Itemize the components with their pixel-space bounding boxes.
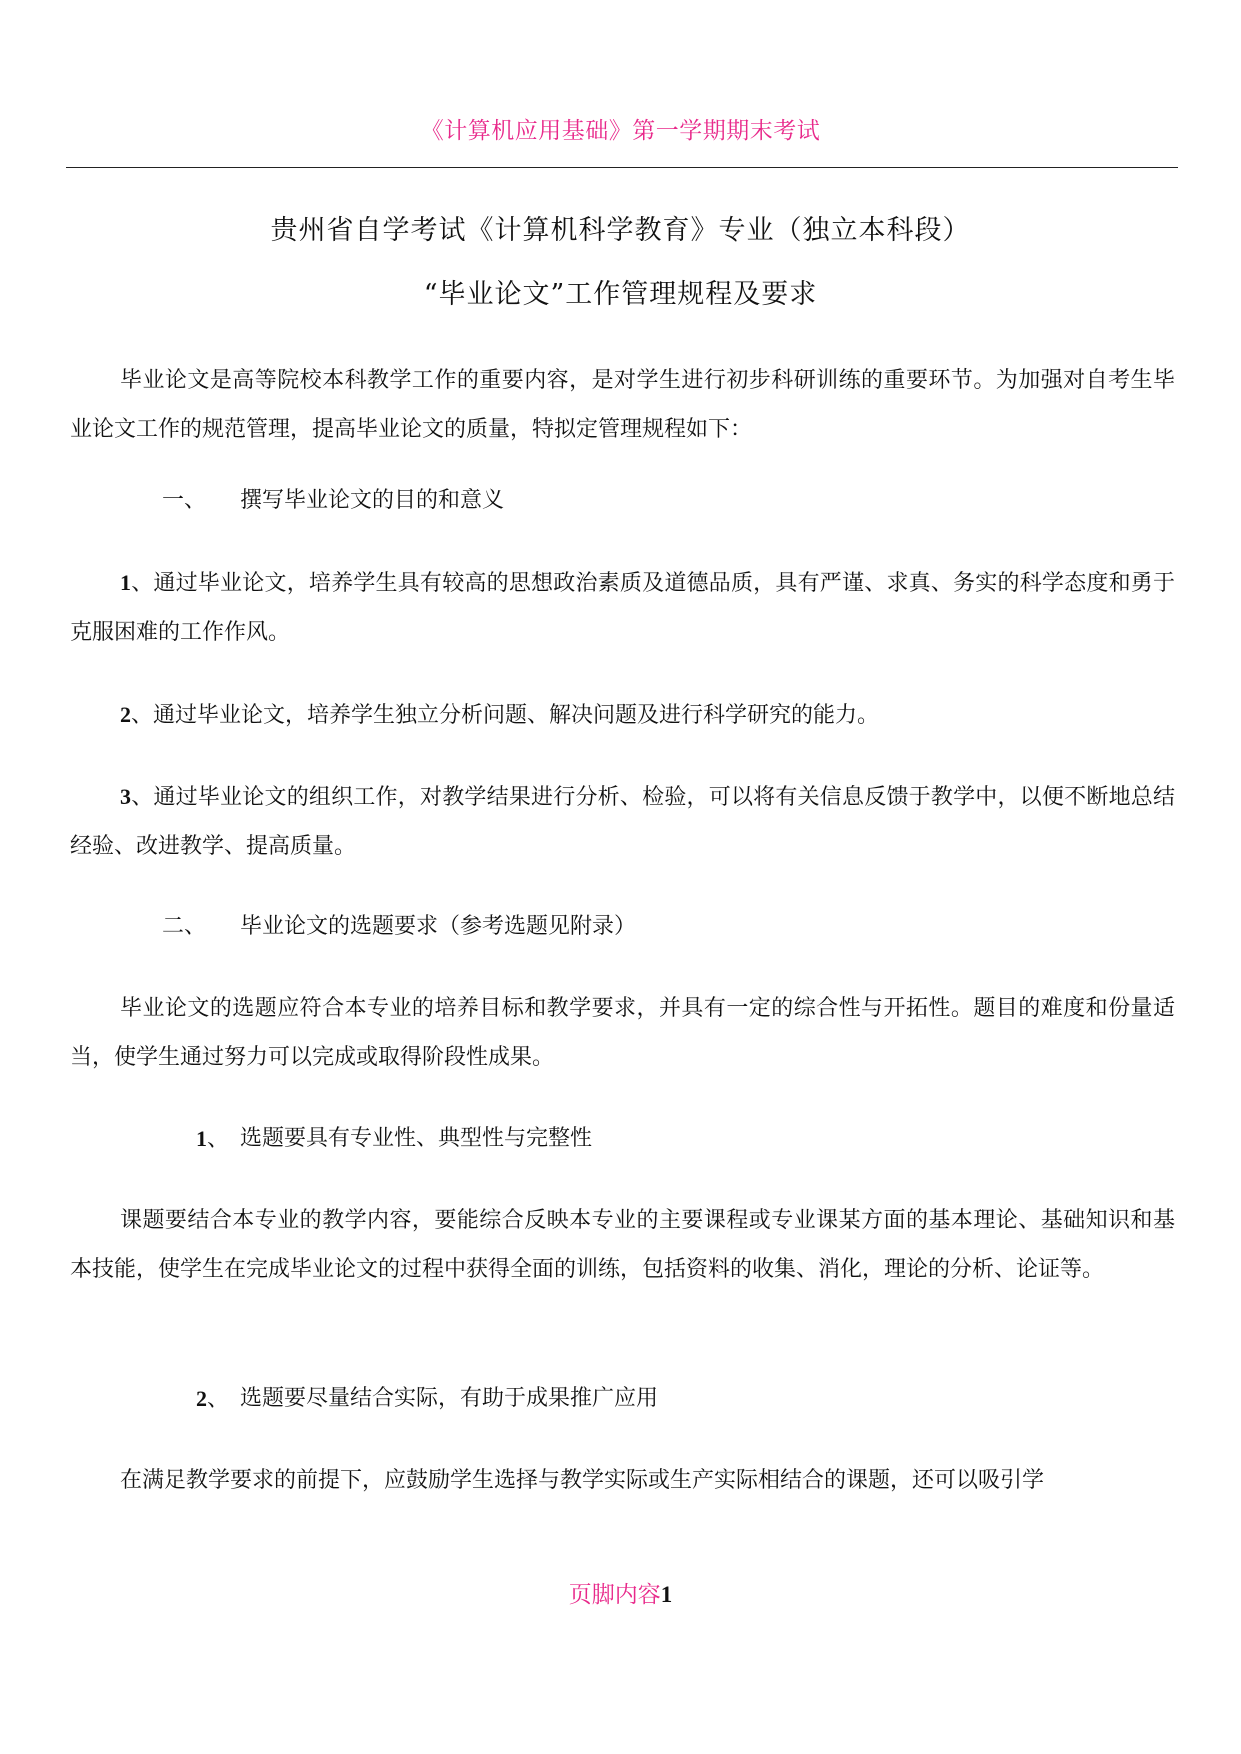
subsection-1-heading: 选题要具有专业性、典型性与完整性: [240, 1126, 593, 1151]
subsection-1-paragraph: 课题要结合本专业的教学内容，要能综合反映本专业的主要课程或专业课某方面的基本理论、基础知识和基本技能，使学生在完成毕业论文的过程中获得全面的训练，包括资料的收集、消化，理论的分析、论证等。: [70, 1208, 1175, 1282]
section-2-intro: 毕业论文的选题应符合本专业的培养目标和教学要求，并具有一定的综合性与开拓性。题目的难度和份量适当，使学生通过努力可以完成或取得阶段性成果。: [70, 996, 1175, 1070]
item-number: 2: [120, 702, 131, 727]
document-title-line-1: 贵州省自学考试《计算机科学教育》专业（独立本科段）: [270, 215, 971, 246]
intro-paragraph: 毕业论文是高等院校本科教学工作的重要内容，是对学生进行初步科研训练的重要环节。为加强对自考生毕业论文工作的规范管理，提高毕业论文的质量，特拟定管理规程如下：: [70, 368, 1175, 442]
subsection-2-paragraph: 在满足教学要求的前提下，应鼓励学生选择与教学实际或生产实际相结合的课题，还可以吸引学: [120, 1468, 1045, 1493]
page-header-title: 《计算机应用基础》第一学期期末考试: [420, 118, 821, 144]
section-2-marker: 二、: [162, 914, 207, 939]
subsection-2-heading: 选题要尽量结合实际，有助于成果推广应用: [240, 1386, 659, 1411]
page-number: 1: [660, 1582, 673, 1607]
document-title-line-2: “毕业论文”工作管理规程及要求: [423, 279, 818, 310]
item-text: 、通过毕业论文，培养学生独立分析问题、解决问题及进行科学研究的能力。: [131, 703, 880, 728]
subsection-2-marker: [196, 1384, 229, 1415]
subsection-number: 1: [196, 1126, 207, 1151]
subsection-separator: 、: [207, 1387, 230, 1412]
subsection-number: 2: [196, 1386, 207, 1411]
item-number: 3: [120, 784, 131, 809]
section-2-heading: 毕业论文的选题要求（参考选题见附录）: [240, 914, 637, 939]
section-1-item-3: [70, 772, 1175, 871]
item-text: 、通过毕业论文，培养学生具有较高的思想政治素质及道德品质，具有严谨、求真、务实的科学态度和勇于克服困难的工作作风。: [70, 571, 1175, 645]
item-text: 、通过毕业论文的组织工作，对教学结果进行分析、检验，可以将有关信息反馈于教学中，以便不断地总结经验、改进教学、提高质量。: [70, 785, 1175, 859]
section-1-item-1: [70, 558, 1175, 657]
section-1-item-2: [70, 690, 1175, 740]
section-1-heading: 撰写毕业论文的目的和意义: [240, 488, 505, 513]
subsection-separator: 、: [207, 1127, 230, 1152]
section-1-marker: 一、: [162, 488, 207, 513]
footer-label: 页脚内容: [568, 1582, 661, 1608]
header-divider: [66, 167, 1178, 168]
subsection-1-marker: [196, 1124, 229, 1155]
item-number: 1: [120, 570, 131, 595]
page-footer: [0, 1576, 1241, 1609]
